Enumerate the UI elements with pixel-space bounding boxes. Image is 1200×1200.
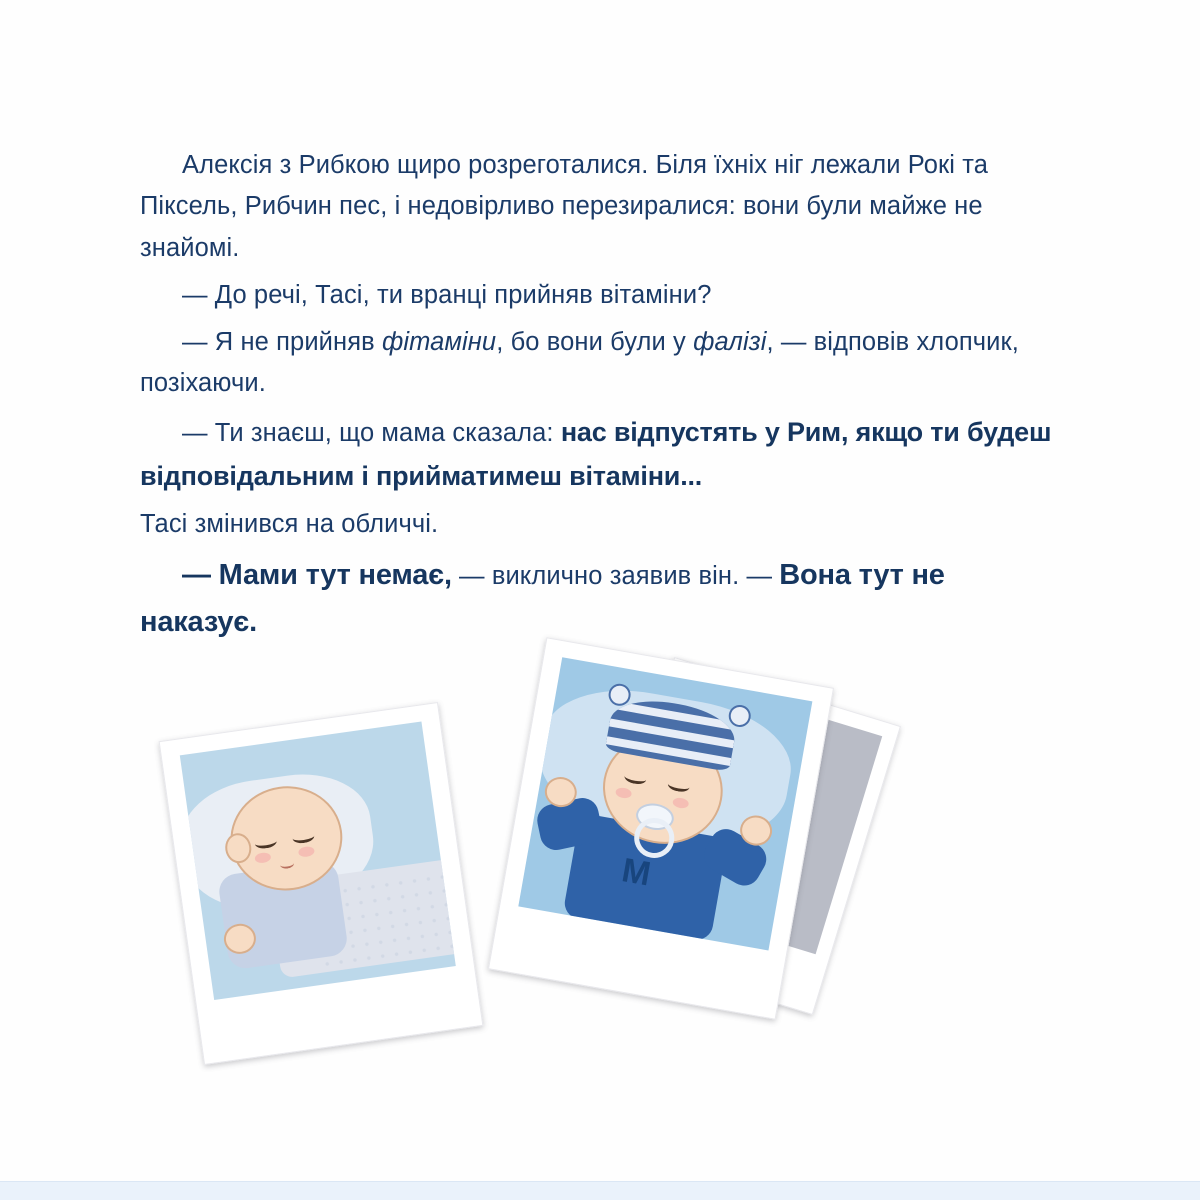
paragraph-4 xyxy=(140,411,1065,498)
photo-left-image xyxy=(180,721,456,1000)
paragraph-4-emphasis: нас відпустять у Рим, якщо ти будеш відповідальним і прийматимеш вітаміни... xyxy=(140,416,1052,491)
shirt-letter: M xyxy=(618,851,654,894)
photo-right xyxy=(488,637,834,1020)
paragraph-2: — До речі, Тасі, ти вранці прийняв вітаміни? xyxy=(182,280,712,309)
paragraph-6-shout-1: — Мами тут немає, xyxy=(182,558,452,591)
paragraph-6-plain: — виклично заявив він. — xyxy=(451,561,780,590)
paragraph-1: Алексія з Рибкою щиро розреготалися. Біля їхніх ніг лежали Рокі та Піксель, Рибчин пес, і недовірливо перезиралися: вони були майже не знайомі. xyxy=(140,151,988,262)
page-text-block xyxy=(140,145,1065,645)
paragraph-6-shout-2: Вона тут не наказує. xyxy=(140,558,945,638)
paragraph-3-part-1: — Я не прийняв xyxy=(182,328,382,357)
photo-right-image xyxy=(518,657,812,950)
paragraph-4-part-1: — Ти знаєш, що мама сказала: xyxy=(182,418,561,447)
footer-bar xyxy=(0,1181,1200,1200)
paragraph-6 xyxy=(140,552,1065,646)
illustration-photos xyxy=(170,650,970,1120)
paragraph-5: Тасі змінився на обличчі. xyxy=(140,510,439,539)
paragraph-3 xyxy=(140,322,1065,405)
photo-left xyxy=(159,702,484,1065)
paragraph-3-part-3: , — відповів хлопчик, позіхаючи. xyxy=(140,328,1019,398)
paragraph-3-part-2: , бо вони були у xyxy=(496,328,694,357)
paragraph-3-italic-1: фітаміни xyxy=(381,328,497,357)
paragraph-3-italic-2: фалізі xyxy=(693,328,767,357)
